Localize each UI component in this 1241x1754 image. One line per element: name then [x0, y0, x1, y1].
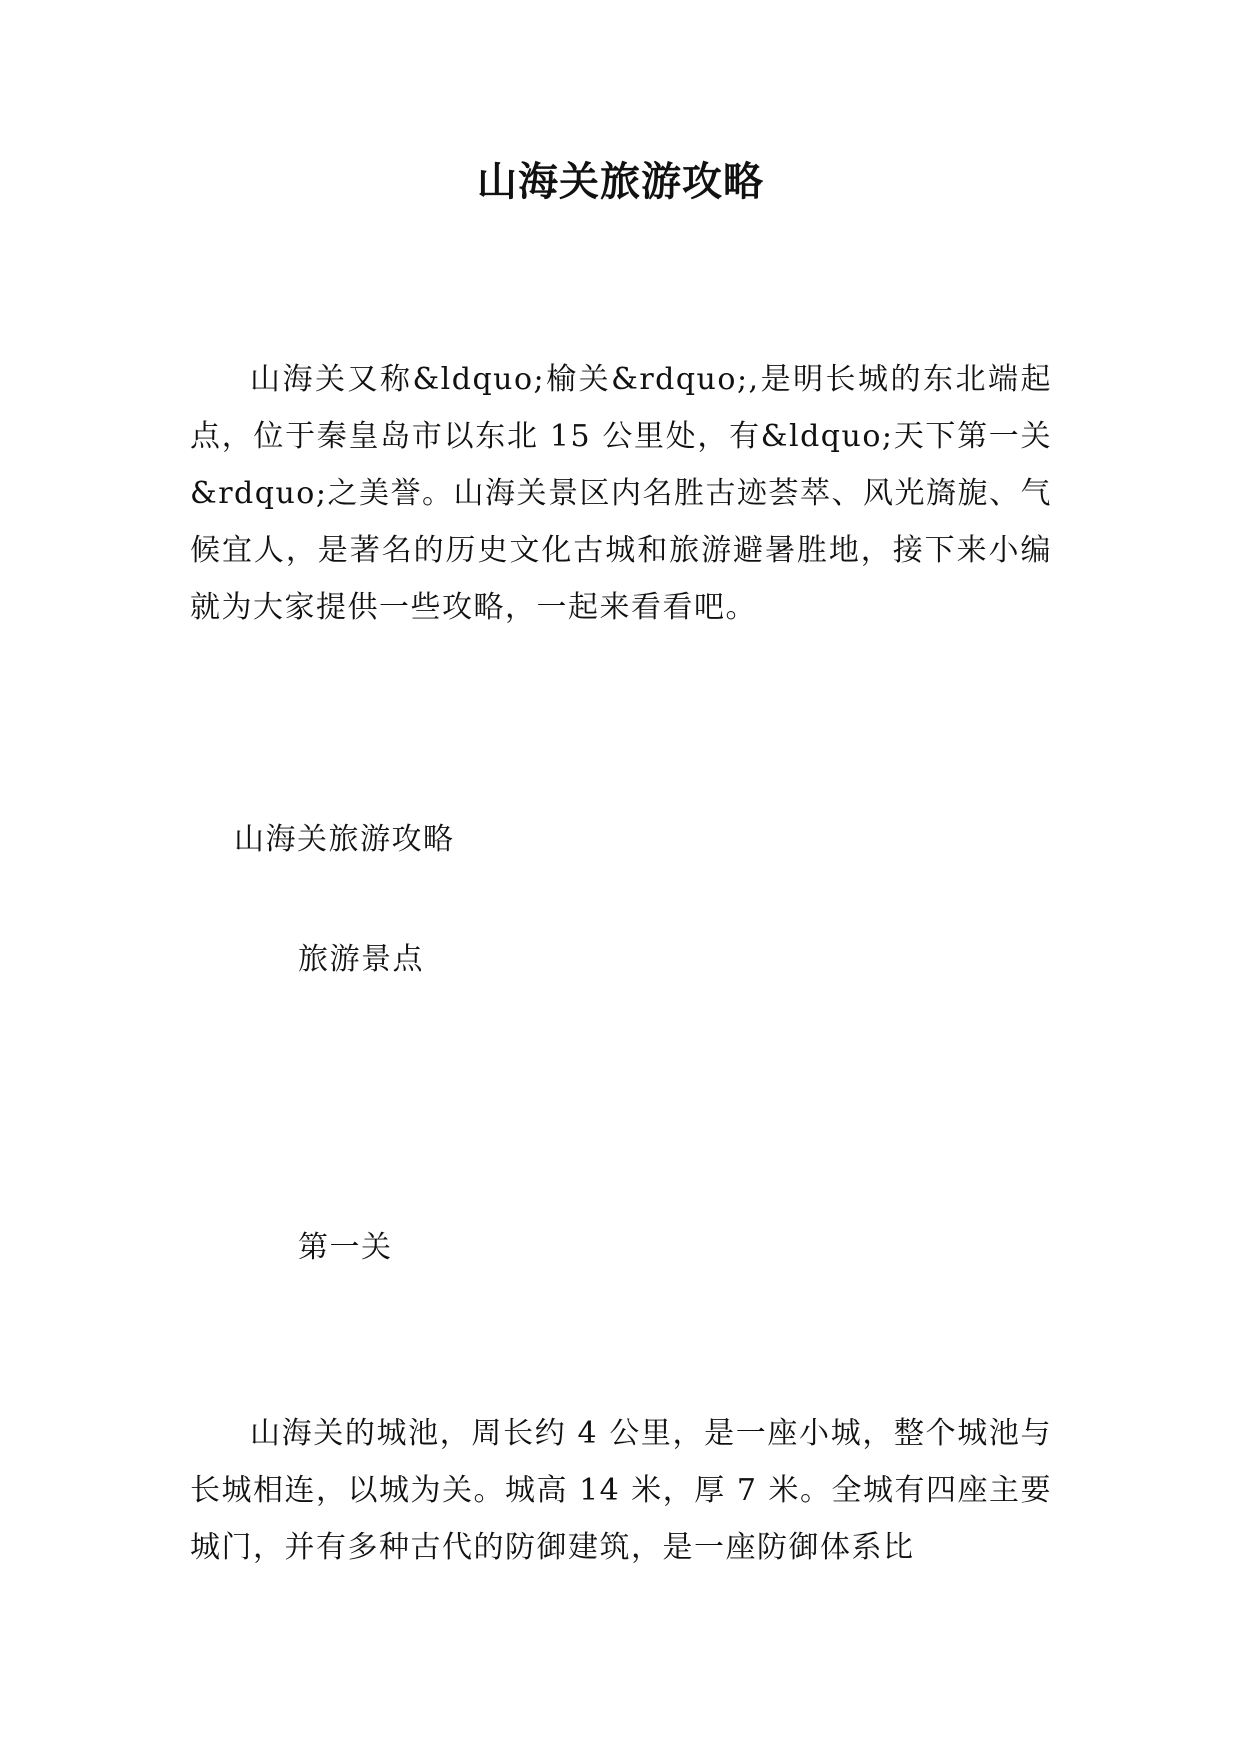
section-heading: 山海关旅游攻略 [234, 822, 455, 857]
intro-paragraph: 山海关又称&ldquo;榆关&rdquo;,是明长城的东北端起点，位于秦皇岛市以东北 15 公里处，有&ldquo;天下第一关&rdquo;之美誉。山海关景区内名胜古迹荟萃、风光旖旎、气候宜人，是著名的历史文化古城和旅游避暑胜地，接下来小编就为大家提供一些攻略，一起来看看吧。 [190, 362, 1052, 625]
subsection-heading: 旅游景点 [298, 942, 424, 977]
item-heading: 第一关 [298, 1230, 393, 1265]
item-body-paragraph: 山海关的城池，周长约 4 公里，是一座小城，整个城池与长城相连，以城为关。城高 14 米，厚 7 米。全城有四座主要城门，并有多种古代的防御建筑，是一座防御体系比 [190, 1416, 1052, 1565]
document-title: 山海关旅游攻略 [477, 158, 764, 205]
